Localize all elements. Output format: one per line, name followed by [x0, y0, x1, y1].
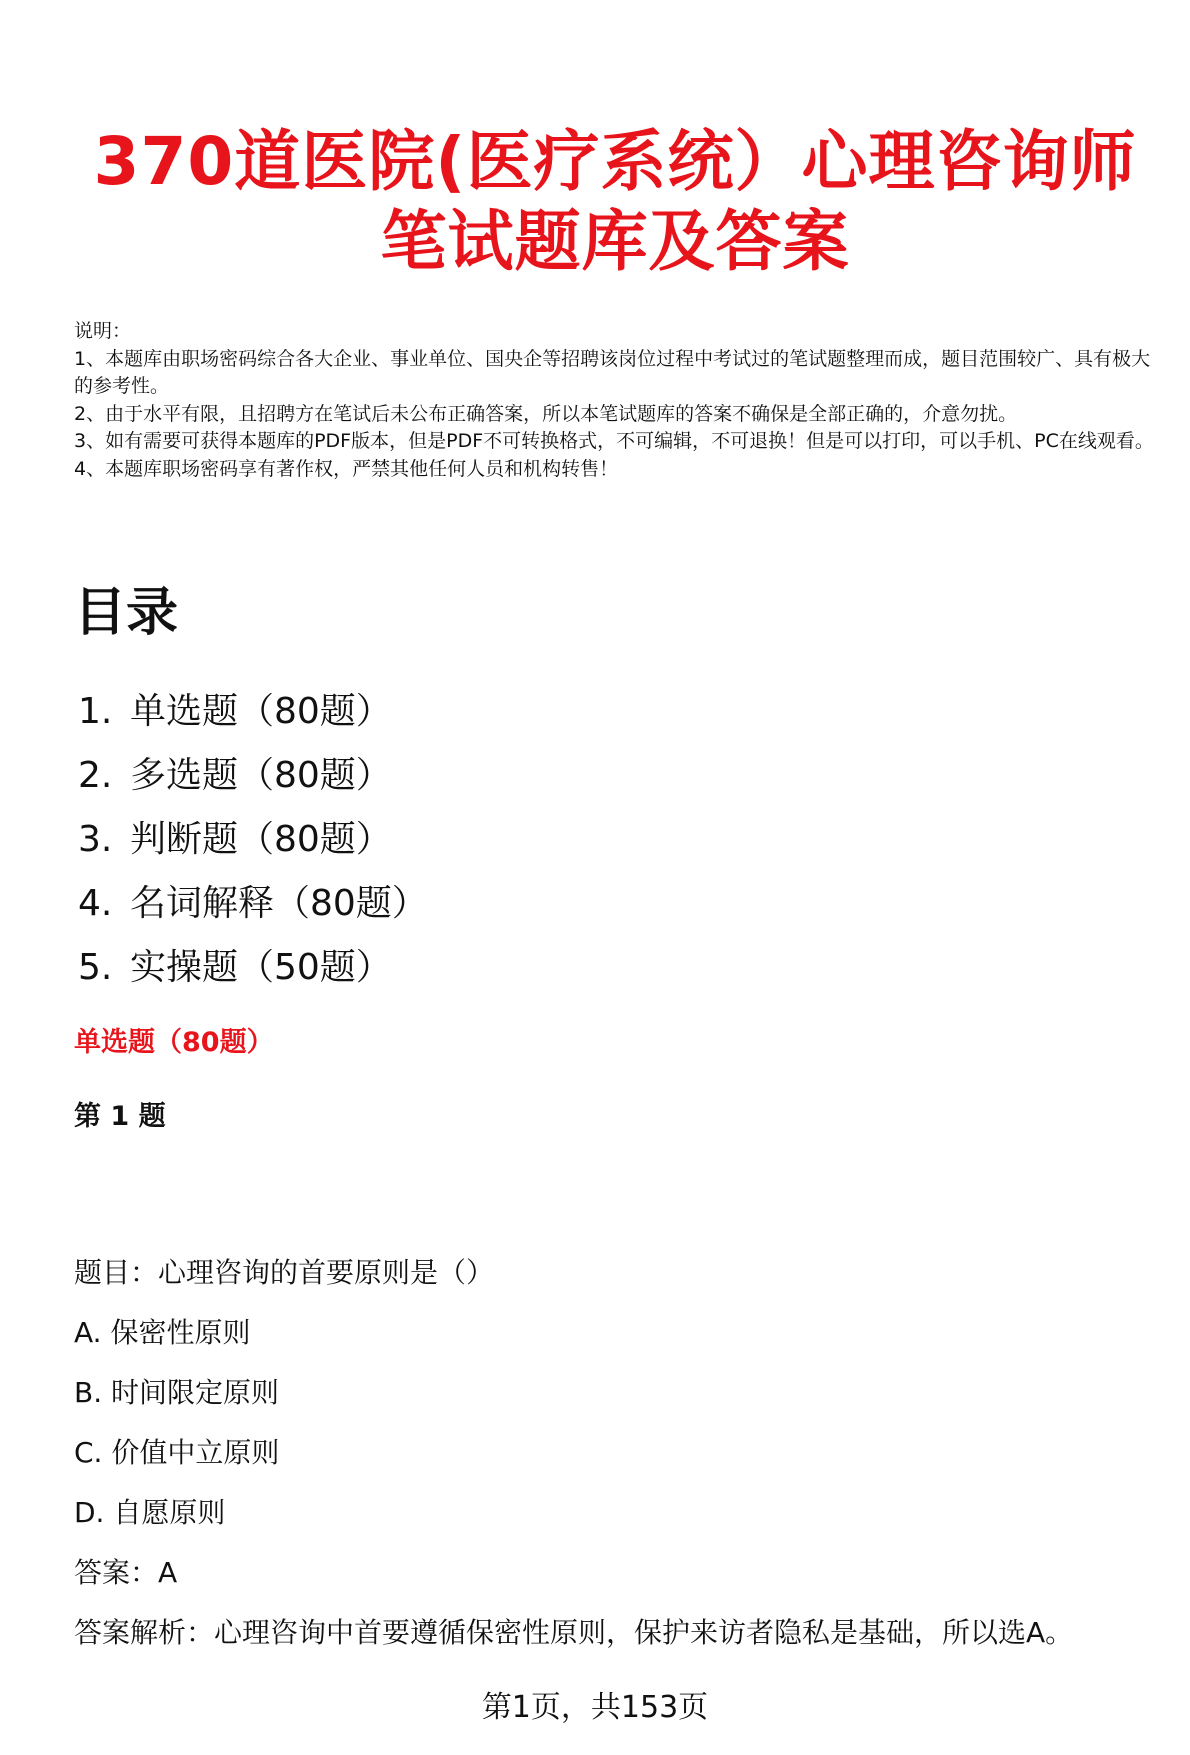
document-title-line-1: 370道医院(医疗系统）心理咨询师	[93, 123, 1137, 200]
instructions-block	[74, 318, 1154, 483]
answer: 答案：A	[74, 1556, 178, 1589]
toc-item-label: 判断题（80题）	[130, 819, 392, 860]
toc-heading: 目录	[74, 583, 179, 643]
answer-explanation: 答案解析：心理咨询中首要遵循保密性原则，保护来访者隐私是基础，所以选A。	[74, 1616, 1074, 1649]
instruction-item: 2、由于水平有限，且招聘方在笔试后未公布正确答案，所以本笔试题库的答案不确保是全部正确的，介意勿扰。	[74, 402, 1018, 425]
toc-item[interactable]	[78, 808, 428, 872]
toc-item-label: 多选题（80题）	[130, 755, 392, 796]
toc-item-number: 3.	[78, 819, 113, 860]
instruction-item: 3、如有需要可获得本题库的PDF版本，但是PDF不可转换格式，不可编辑，不可退换！但是可以打印，可以手机、PC在线观看。	[74, 430, 1154, 452]
question-stem: 题目：心理咨询的首要原则是（）	[74, 1256, 495, 1289]
table-of-contents	[78, 680, 428, 1000]
document-title-line-2: 笔试题库及答案	[380, 203, 850, 280]
toc-item-number: 4.	[78, 883, 113, 924]
page-footer: 第1页，共153页	[481, 1690, 709, 1725]
toc-item-label: 名词解释（80题）	[130, 883, 428, 924]
instruction-item: 4、本题库职场密码享有著作权，严禁其他任何人员和机构转售！	[74, 457, 619, 480]
toc-item[interactable]	[78, 936, 428, 1000]
toc-item-label: 实操题（50题）	[130, 947, 392, 988]
toc-item[interactable]	[78, 744, 428, 808]
toc-item[interactable]	[78, 872, 428, 936]
option-a: A. 保密性原则	[74, 1316, 251, 1349]
instructions-heading: 说明：	[74, 320, 132, 342]
instruction-item: 1、本题库由职场密码综合各大企业、事业单位、国央企等招聘该岗位过程中考试过的笔试题整理而成，题目范围较广、具有极大的参考性。	[74, 347, 1151, 397]
option-c: C. 价值中立原则	[74, 1436, 280, 1469]
toc-item-number: 5.	[78, 947, 113, 988]
toc-item[interactable]	[78, 680, 428, 744]
option-b: B. 时间限定原则	[74, 1376, 280, 1409]
toc-item-label: 单选题（80题）	[130, 691, 392, 732]
question-number: 第 1 题	[74, 1101, 166, 1132]
toc-item-number: 1.	[78, 691, 113, 732]
toc-item-number: 2.	[78, 755, 113, 796]
section-title: 单选题（80题）	[74, 1027, 274, 1058]
question-block	[74, 1243, 1174, 1663]
option-d: D. 自愿原则	[74, 1496, 226, 1529]
